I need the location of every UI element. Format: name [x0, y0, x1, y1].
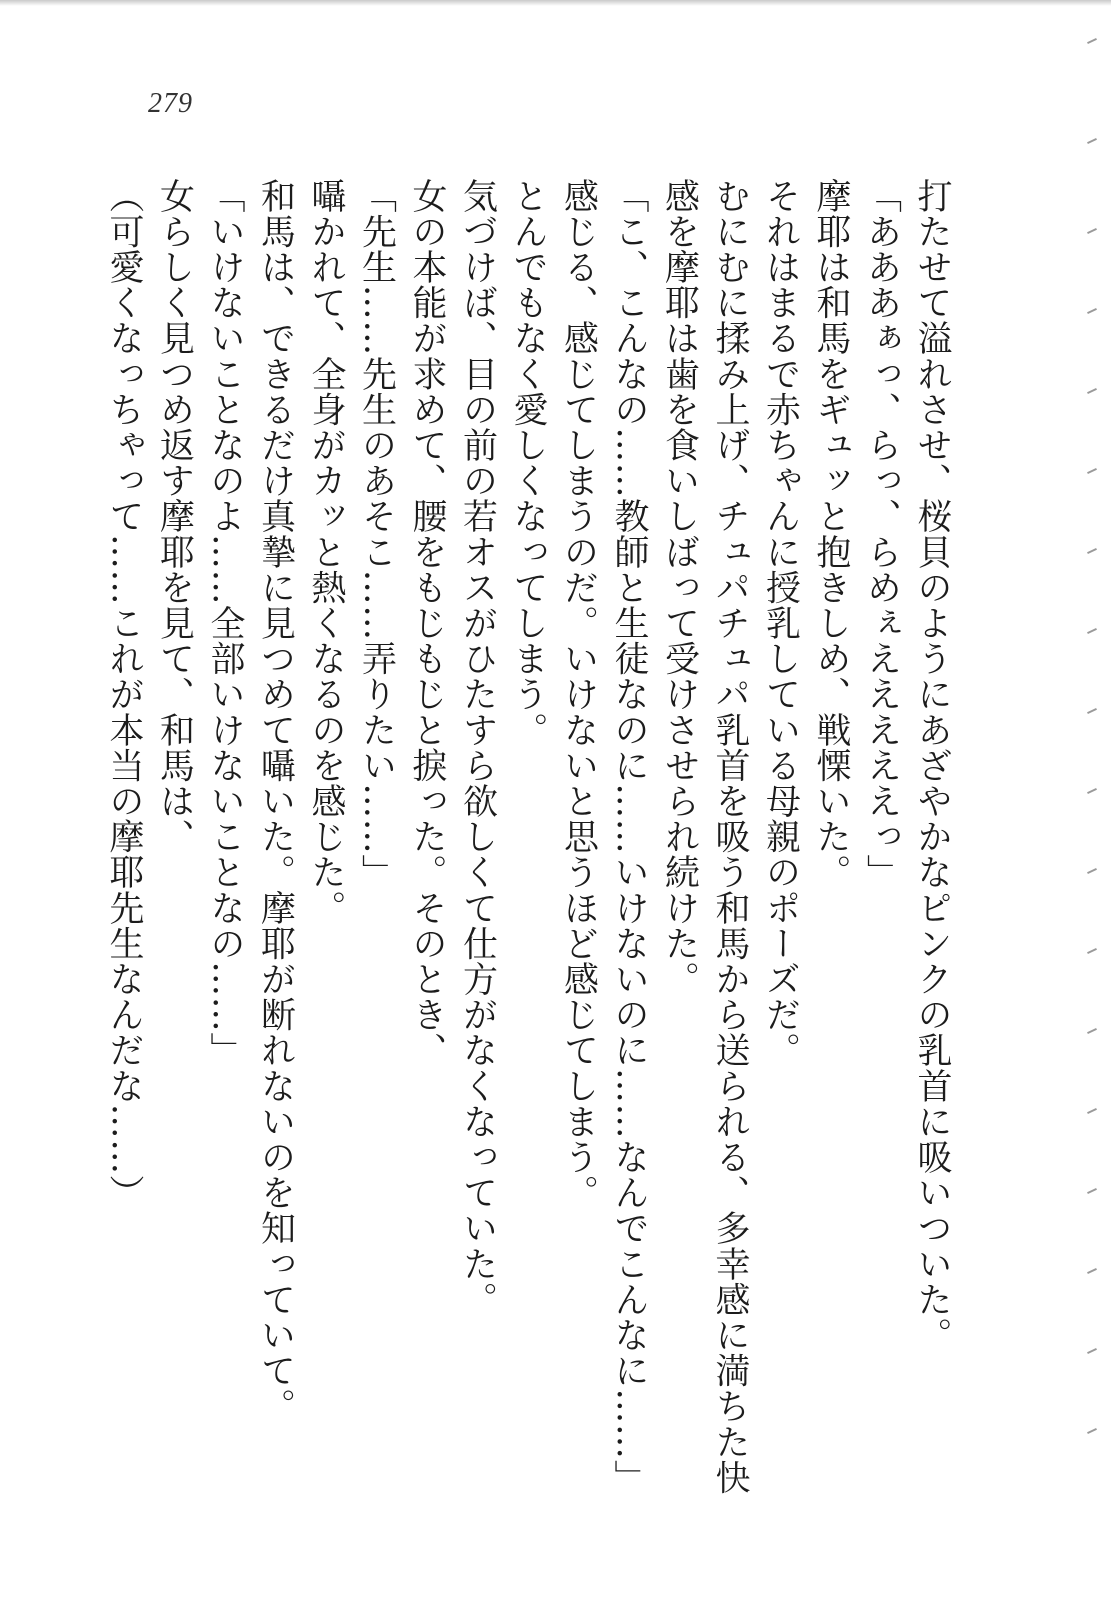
margin-tick	[1087, 138, 1097, 144]
margin-tick	[1087, 548, 1097, 554]
margin-tick	[1087, 868, 1097, 874]
text-line: むにむに揉み上げ、チュパチュパ乳首を吸う和馬から送られる、多幸感に満ちた快	[710, 178, 750, 1496]
text-line: 気づけば、目の前の若オスがひたすら欲しくて仕方がなくなっていた。	[457, 178, 498, 1318]
text-line: （可愛くなっちゃって……これが本当の摩耶先生なんだな……）	[104, 178, 144, 1211]
margin-tick	[1087, 1028, 1097, 1034]
text-line: 「先生……先生のあそこ……弄りたい……」	[356, 178, 397, 890]
text-line: 感じる、感じてしまうのだ。いけないと思うほど感じてしまう。	[558, 178, 599, 1211]
margin-tick	[1087, 468, 1097, 474]
margin-tick	[1087, 1108, 1097, 1114]
margin-tick	[1087, 1428, 1097, 1434]
text-line: 和馬は、できるだけ真摯に見つめて囁いた。摩耶が断れないのを知っていて。	[255, 178, 296, 1424]
vertical-body-text	[99, 178, 958, 1496]
margin-tick	[1087, 38, 1097, 44]
margin-tick	[1087, 1188, 1097, 1194]
margin-tick	[1087, 228, 1097, 234]
margin-tick	[1087, 628, 1097, 634]
margin-tick	[1087, 388, 1097, 394]
text-line: 女の本能が求めて、腰をもじもじと捩った。そのとき、	[407, 178, 447, 1068]
margin-tick	[1087, 1268, 1097, 1274]
text-line: それはまるで赤ちゃんに授乳している母親のポーズだ。	[760, 178, 801, 1068]
text-line: 囁かれて、全身がカッと熱くなるのを感じた。	[306, 178, 346, 926]
text-line: 女らしく見つめ返す摩耶を見て、和馬は、	[154, 178, 195, 855]
text-line: 摩耶は和馬をギュッと抱きしめ、戦慄いた。	[811, 178, 851, 890]
margin-tick	[1087, 788, 1097, 794]
text-line: 打たせて溢れさせ、桜貝のようにあざやかなピンクの乳首に吸いついた。	[912, 178, 952, 1353]
text-line: 「こ、こんなの……教師と生徒なのに……いけないのに……なんでこんなに……」	[609, 178, 649, 1496]
scan-margin-marks	[1081, 40, 1111, 1540]
margin-tick	[1087, 948, 1097, 954]
margin-tick	[1087, 1348, 1097, 1354]
page-top-edge	[0, 0, 1111, 6]
margin-tick	[1087, 708, 1097, 714]
text-line: 「あああぁっ、らっ、らめぇえええええっ」	[861, 178, 902, 890]
margin-tick	[1087, 308, 1097, 314]
text-line: 感を摩耶は歯を食いしばって受けさせられ続けた。	[659, 178, 700, 997]
text-line: とんでもなく愛しくなってしまう。	[508, 178, 548, 748]
page-number: 279	[148, 88, 193, 119]
text-line: 「いけないことなのよ……全部いけないことなの……」	[205, 178, 245, 1068]
